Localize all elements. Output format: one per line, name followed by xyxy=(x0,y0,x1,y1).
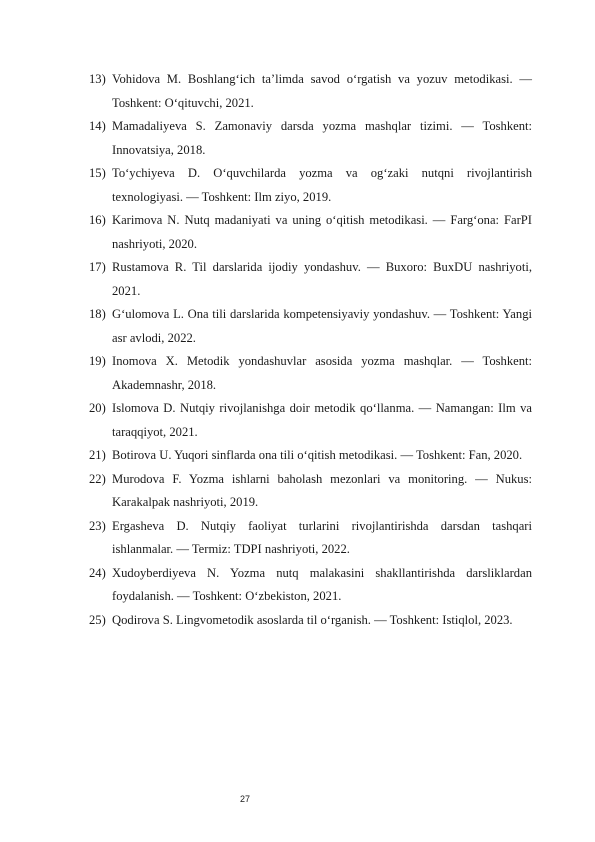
reference-item xyxy=(89,562,532,609)
reference-text: Islomova D. Nutqiy rivojlanishga doir metodik qo‘llanma. — Namangan: Ilm va taraqqiyot, 2021. xyxy=(112,401,532,439)
reference-number: 15) xyxy=(89,166,106,180)
reference-item xyxy=(89,256,532,303)
reference-text: Mamadaliyeva S. Zamonaviy darsda yozma mashqlar tizimi. — Toshkent: Innovatsiya, 2018. xyxy=(112,119,532,157)
reference-text: Vohidova M. Boshlang‘ich ta’limda savod o‘rgatish va yozuv metodikasi. — Toshkent: O‘qituvchi, 2021. xyxy=(112,72,532,110)
reference-item xyxy=(89,303,532,350)
reference-text: Rustamova R. Til darslarida ijodiy yondashuv. — Buxoro: BuxDU nashriyoti, 2021. xyxy=(112,260,532,298)
reference-item xyxy=(89,609,532,633)
reference-number: 13) xyxy=(89,72,106,86)
reference-number: 22) xyxy=(89,471,106,486)
reference-item xyxy=(89,115,532,162)
reference-text: Ergasheva D. Nutqiy faoliyat turlarini rivojlantirishda darsdan tashqari ishlanmalar. — Termiz: TDPI nashriyoti, 2022. xyxy=(112,518,532,556)
reference-item xyxy=(89,515,532,562)
reference-text: G‘ulomova L. Ona tili darslarida kompetensiyaviy yondashuv. — Toshkent: Yangi asr avlodi, 2022. xyxy=(112,307,532,345)
reference-item xyxy=(89,209,532,256)
reference-number: 17) xyxy=(89,260,106,274)
reference-item xyxy=(89,468,532,515)
reference-item xyxy=(89,68,532,115)
reference-text: Karimova N. Nutq madaniyati va uning o‘qitish metodikasi. — Farg‘ona: FarPI nashriyoti, 2020. xyxy=(112,213,532,251)
reference-number: 14) xyxy=(89,119,106,133)
reference-item xyxy=(89,350,532,397)
reference-number: 21) xyxy=(89,448,106,462)
reference-number: 20) xyxy=(89,401,106,415)
page-number: 27 xyxy=(239,794,250,804)
reference-item xyxy=(89,397,532,444)
reference-number: 23) xyxy=(89,518,106,533)
reference-number: 18) xyxy=(89,307,106,321)
reference-text: Qodirova S. Lingvometodik asoslarda til o‘rganish. — Toshkent: Istiqlol, 2023. xyxy=(112,612,513,627)
reference-text: Murodova F. Yozma ishlarni baholash mezonlari va monitoring. — Nukus: Karakalpak nashriyoti, 2019. xyxy=(112,471,532,509)
reference-number: 16) xyxy=(89,213,106,227)
reference-item xyxy=(89,162,532,209)
reference-text: Xudoyberdiyeva N. Yozma nutq malakasini shakllantirishda darsliklardan foydalanish. — Toshkent: O‘zbekiston, 2021. xyxy=(112,565,532,603)
reference-text: Botirova U. Yuqori sinflarda ona tili o‘qitish metodikasi. — Toshkent: Fan, 2020. xyxy=(112,448,523,462)
reference-item xyxy=(89,444,532,468)
reference-list xyxy=(89,68,532,632)
reference-number: 25) xyxy=(89,612,106,627)
reference-text: Inomova X. Metodik yondashuvlar asosida yozma mashqlar. — Toshkent: Akademnashr, 2018. xyxy=(112,354,532,392)
reference-number: 24) xyxy=(89,565,106,580)
reference-number: 19) xyxy=(89,354,106,368)
reference-text: To‘ychiyeva D. O‘quvchilarda yozma va og‘zaki nutqni rivojlantirish texnologiyasi. — Toshkent: Ilm ziyo, 2019. xyxy=(112,166,532,204)
